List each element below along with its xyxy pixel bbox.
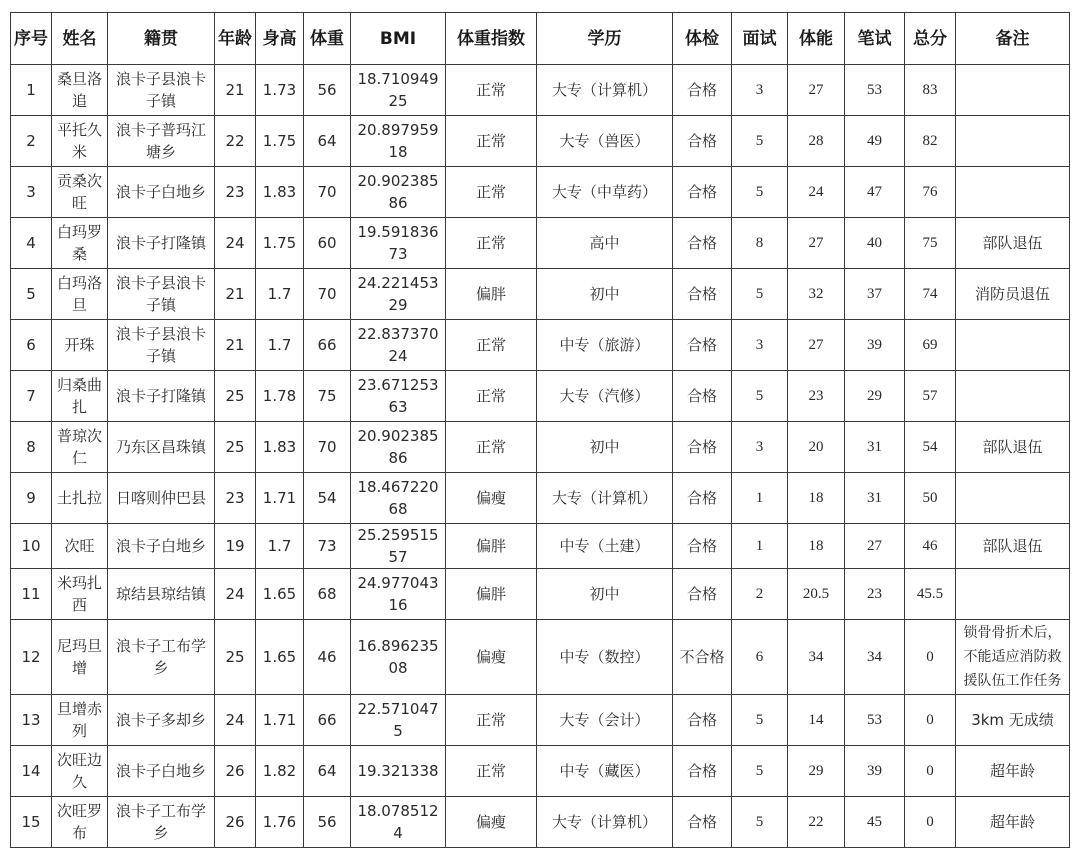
table-row <box>11 218 1070 269</box>
cell-total: 83 <box>905 65 956 116</box>
cell-origin: 浪卡子县浪卡子镇 <box>108 65 215 116</box>
cell-age: 21 <box>215 320 256 371</box>
cell-name: 旦增赤列 <box>52 695 108 746</box>
cell-total: 57 <box>905 371 956 422</box>
cell-origin: 浪卡子工布学乡 <box>108 797 215 848</box>
cell-interview: 5 <box>732 116 788 167</box>
cell-interview: 1 <box>732 473 788 524</box>
cell-bmi: 20.90238586 <box>351 167 446 218</box>
cell-origin: 浪卡子工布学乡 <box>108 620 215 695</box>
cell-weight-index: 正常 <box>446 422 537 473</box>
cell-age: 25 <box>215 422 256 473</box>
cell-name: 米玛扎西 <box>52 569 108 620</box>
cell-bmi: 24.22145329 <box>351 269 446 320</box>
cell-name: 桑旦洛追 <box>52 65 108 116</box>
header-fitness: 体能 <box>788 13 845 65</box>
cell-note <box>956 65 1070 116</box>
table-row <box>11 320 1070 371</box>
cell-education: 初中 <box>537 422 673 473</box>
cell-physical-exam: 合格 <box>673 320 732 371</box>
cell-height: 1.7 <box>256 524 304 569</box>
cell-height: 1.75 <box>256 218 304 269</box>
cell-interview: 3 <box>732 422 788 473</box>
table-row <box>11 371 1070 422</box>
cell-physical-exam: 合格 <box>673 116 732 167</box>
header-origin: 籍贯 <box>108 13 215 65</box>
cell-weight-index: 正常 <box>446 371 537 422</box>
cell-written: 53 <box>845 65 905 116</box>
cell-bmi: 25.25951557 <box>351 524 446 569</box>
cell-written: 31 <box>845 473 905 524</box>
table-body <box>11 65 1070 848</box>
cell-total: 50 <box>905 473 956 524</box>
cell-physical-exam: 合格 <box>673 167 732 218</box>
cell-total: 0 <box>905 746 956 797</box>
table-row <box>11 797 1070 848</box>
cell-written: 37 <box>845 269 905 320</box>
cell-origin: 浪卡子白地乡 <box>108 746 215 797</box>
cell-weight-index: 偏胖 <box>446 524 537 569</box>
cell-fitness: 28 <box>788 116 845 167</box>
cell-origin: 琼结县琼结镇 <box>108 569 215 620</box>
cell-interview: 5 <box>732 797 788 848</box>
cell-total: 69 <box>905 320 956 371</box>
cell-fitness: 27 <box>788 320 845 371</box>
cell-bmi: 19.59183673 <box>351 218 446 269</box>
header-height: 身高 <box>256 13 304 65</box>
header-education: 学历 <box>537 13 673 65</box>
cell-bmi: 18.46722068 <box>351 473 446 524</box>
table-row <box>11 524 1070 569</box>
cell-note <box>956 167 1070 218</box>
cell-written: 39 <box>845 320 905 371</box>
cell-seq: 8 <box>11 422 52 473</box>
cell-written: 29 <box>845 371 905 422</box>
cell-education: 中专（藏医） <box>537 746 673 797</box>
cell-weight: 60 <box>304 218 351 269</box>
cell-physical-exam: 合格 <box>673 371 732 422</box>
table-row <box>11 473 1070 524</box>
cell-education: 大专（计算机） <box>537 65 673 116</box>
cell-note: 锁骨骨折术后，不能适应消防救援队伍工作任务 <box>956 620 1070 695</box>
cell-fitness: 14 <box>788 695 845 746</box>
header-note: 备注 <box>956 13 1070 65</box>
cell-note <box>956 371 1070 422</box>
cell-education: 大专（会计） <box>537 695 673 746</box>
cell-seq: 13 <box>11 695 52 746</box>
cell-origin: 浪卡子县浪卡子镇 <box>108 320 215 371</box>
cell-fitness: 34 <box>788 620 845 695</box>
cell-fitness: 32 <box>788 269 845 320</box>
cell-fitness: 27 <box>788 65 845 116</box>
cell-bmi: 19.321338 <box>351 746 446 797</box>
cell-total: 74 <box>905 269 956 320</box>
cell-weight-index: 偏瘦 <box>446 620 537 695</box>
header-total: 总分 <box>905 13 956 65</box>
cell-seq: 11 <box>11 569 52 620</box>
table-row <box>11 695 1070 746</box>
cell-seq: 1 <box>11 65 52 116</box>
cell-education: 中专（旅游） <box>537 320 673 371</box>
cell-physical-exam: 不合格 <box>673 620 732 695</box>
cell-height: 1.71 <box>256 473 304 524</box>
cell-written: 40 <box>845 218 905 269</box>
cell-height: 1.76 <box>256 797 304 848</box>
cell-age: 23 <box>215 473 256 524</box>
cell-origin: 浪卡子打隆镇 <box>108 218 215 269</box>
cell-weight: 75 <box>304 371 351 422</box>
cell-seq: 4 <box>11 218 52 269</box>
cell-name: 次旺罗布 <box>52 797 108 848</box>
cell-weight: 46 <box>304 620 351 695</box>
header-name: 姓名 <box>52 13 108 65</box>
cell-weight: 54 <box>304 473 351 524</box>
cell-seq: 9 <box>11 473 52 524</box>
cell-total: 0 <box>905 620 956 695</box>
cell-note: 超年龄 <box>956 797 1070 848</box>
cell-fitness: 23 <box>788 371 845 422</box>
cell-written: 53 <box>845 695 905 746</box>
cell-weight-index: 正常 <box>446 320 537 371</box>
candidate-results-table <box>10 12 1070 848</box>
cell-height: 1.75 <box>256 116 304 167</box>
cell-weight: 70 <box>304 167 351 218</box>
cell-weight-index: 偏瘦 <box>446 797 537 848</box>
cell-written: 49 <box>845 116 905 167</box>
cell-height: 1.82 <box>256 746 304 797</box>
cell-age: 22 <box>215 116 256 167</box>
table-row <box>11 116 1070 167</box>
cell-total: 82 <box>905 116 956 167</box>
cell-physical-exam: 合格 <box>673 797 732 848</box>
cell-fitness: 22 <box>788 797 845 848</box>
cell-note: 部队退伍 <box>956 422 1070 473</box>
cell-weight-index: 偏胖 <box>446 269 537 320</box>
cell-height: 1.83 <box>256 422 304 473</box>
cell-name: 次旺 <box>52 524 108 569</box>
cell-physical-exam: 合格 <box>673 524 732 569</box>
cell-seq: 7 <box>11 371 52 422</box>
table-row <box>11 422 1070 473</box>
cell-height: 1.7 <box>256 269 304 320</box>
cell-weight-index: 偏瘦 <box>446 473 537 524</box>
cell-total: 76 <box>905 167 956 218</box>
cell-note <box>956 320 1070 371</box>
cell-education: 大专（兽医） <box>537 116 673 167</box>
cell-bmi: 16.89623508 <box>351 620 446 695</box>
cell-seq: 12 <box>11 620 52 695</box>
cell-fitness: 29 <box>788 746 845 797</box>
cell-note: 部队退伍 <box>956 524 1070 569</box>
cell-origin: 浪卡子白地乡 <box>108 167 215 218</box>
cell-weight-index: 正常 <box>446 167 537 218</box>
cell-interview: 3 <box>732 65 788 116</box>
header-row <box>11 13 1070 65</box>
cell-interview: 1 <box>732 524 788 569</box>
header-written: 笔试 <box>845 13 905 65</box>
cell-age: 24 <box>215 218 256 269</box>
cell-physical-exam: 合格 <box>673 422 732 473</box>
cell-written: 45 <box>845 797 905 848</box>
cell-physical-exam: 合格 <box>673 695 732 746</box>
cell-written: 23 <box>845 569 905 620</box>
cell-seq: 14 <box>11 746 52 797</box>
cell-physical-exam: 合格 <box>673 473 732 524</box>
cell-interview: 3 <box>732 320 788 371</box>
cell-name: 土扎拉 <box>52 473 108 524</box>
cell-height: 1.65 <box>256 620 304 695</box>
table-row <box>11 167 1070 218</box>
results-sheet <box>10 12 1069 842</box>
cell-height: 1.73 <box>256 65 304 116</box>
cell-weight: 56 <box>304 65 351 116</box>
cell-written: 34 <box>845 620 905 695</box>
cell-age: 25 <box>215 620 256 695</box>
cell-total: 54 <box>905 422 956 473</box>
cell-fitness: 27 <box>788 218 845 269</box>
cell-interview: 5 <box>732 695 788 746</box>
cell-bmi: 24.97704316 <box>351 569 446 620</box>
cell-physical-exam: 合格 <box>673 746 732 797</box>
cell-education: 中专（土建） <box>537 524 673 569</box>
cell-note: 超年龄 <box>956 746 1070 797</box>
cell-physical-exam: 合格 <box>673 218 732 269</box>
cell-weight: 56 <box>304 797 351 848</box>
cell-fitness: 20.5 <box>788 569 845 620</box>
cell-physical-exam: 合格 <box>673 569 732 620</box>
cell-name: 普琼次仁 <box>52 422 108 473</box>
cell-weight: 70 <box>304 269 351 320</box>
cell-age: 26 <box>215 746 256 797</box>
cell-written: 47 <box>845 167 905 218</box>
cell-bmi: 22.5710475 <box>351 695 446 746</box>
cell-written: 27 <box>845 524 905 569</box>
cell-note <box>956 473 1070 524</box>
cell-weight: 68 <box>304 569 351 620</box>
cell-origin: 浪卡子多却乡 <box>108 695 215 746</box>
cell-name: 白玛洛旦 <box>52 269 108 320</box>
cell-note: 3km 无成绩 <box>956 695 1070 746</box>
cell-bmi: 18.0785124 <box>351 797 446 848</box>
cell-total: 0 <box>905 695 956 746</box>
cell-education: 大专（计算机） <box>537 473 673 524</box>
cell-seq: 6 <box>11 320 52 371</box>
cell-name: 次旺边久 <box>52 746 108 797</box>
cell-written: 31 <box>845 422 905 473</box>
cell-seq: 15 <box>11 797 52 848</box>
cell-education: 大专（中草药） <box>537 167 673 218</box>
cell-education: 大专（汽修） <box>537 371 673 422</box>
header-interview: 面试 <box>732 13 788 65</box>
cell-origin: 浪卡子白地乡 <box>108 524 215 569</box>
cell-fitness: 24 <box>788 167 845 218</box>
cell-height: 1.71 <box>256 695 304 746</box>
cell-weight: 64 <box>304 116 351 167</box>
cell-height: 1.65 <box>256 569 304 620</box>
cell-physical-exam: 合格 <box>673 269 732 320</box>
cell-weight: 66 <box>304 695 351 746</box>
cell-age: 19 <box>215 524 256 569</box>
cell-bmi: 22.83737024 <box>351 320 446 371</box>
cell-age: 24 <box>215 569 256 620</box>
header-weight: 体重 <box>304 13 351 65</box>
cell-note <box>956 116 1070 167</box>
cell-name: 开珠 <box>52 320 108 371</box>
cell-weight-index: 正常 <box>446 695 537 746</box>
cell-origin: 浪卡子打隆镇 <box>108 371 215 422</box>
cell-weight-index: 正常 <box>446 116 537 167</box>
cell-interview: 2 <box>732 569 788 620</box>
cell-origin: 日喀则仲巴县 <box>108 473 215 524</box>
header-age: 年龄 <box>215 13 256 65</box>
cell-weight: 70 <box>304 422 351 473</box>
table-row <box>11 569 1070 620</box>
cell-name: 白玛罗桑 <box>52 218 108 269</box>
cell-name: 尼玛旦增 <box>52 620 108 695</box>
header-seq: 序号 <box>11 13 52 65</box>
cell-weight-index: 正常 <box>446 218 537 269</box>
cell-seq: 2 <box>11 116 52 167</box>
cell-education: 初中 <box>537 569 673 620</box>
cell-fitness: 20 <box>788 422 845 473</box>
cell-weight: 73 <box>304 524 351 569</box>
cell-education: 高中 <box>537 218 673 269</box>
cell-name: 归桑曲扎 <box>52 371 108 422</box>
cell-weight-index: 正常 <box>446 65 537 116</box>
cell-name: 平托久米 <box>52 116 108 167</box>
cell-note: 部队退伍 <box>956 218 1070 269</box>
header-bmi: BMI <box>351 13 446 65</box>
cell-age: 23 <box>215 167 256 218</box>
cell-origin: 浪卡子普玛江塘乡 <box>108 116 215 167</box>
cell-total: 0 <box>905 797 956 848</box>
cell-total: 75 <box>905 218 956 269</box>
cell-name: 贡桑次旺 <box>52 167 108 218</box>
cell-physical-exam: 合格 <box>673 65 732 116</box>
table-row <box>11 65 1070 116</box>
cell-written: 39 <box>845 746 905 797</box>
cell-height: 1.83 <box>256 167 304 218</box>
cell-total: 45.5 <box>905 569 956 620</box>
cell-weight: 64 <box>304 746 351 797</box>
cell-origin: 乃东区昌珠镇 <box>108 422 215 473</box>
header-physical-exam: 体检 <box>673 13 732 65</box>
header-weight-index: 体重指数 <box>446 13 537 65</box>
cell-origin: 浪卡子县浪卡子镇 <box>108 269 215 320</box>
cell-bmi: 23.67125363 <box>351 371 446 422</box>
cell-fitness: 18 <box>788 473 845 524</box>
cell-education: 初中 <box>537 269 673 320</box>
cell-bmi: 20.90238586 <box>351 422 446 473</box>
cell-bmi: 20.89795918 <box>351 116 446 167</box>
cell-age: 25 <box>215 371 256 422</box>
table-row <box>11 620 1070 695</box>
cell-total: 46 <box>905 524 956 569</box>
table-row <box>11 269 1070 320</box>
cell-age: 21 <box>215 65 256 116</box>
cell-age: 26 <box>215 797 256 848</box>
cell-note <box>956 569 1070 620</box>
cell-note: 消防员退伍 <box>956 269 1070 320</box>
cell-interview: 5 <box>732 371 788 422</box>
cell-height: 1.7 <box>256 320 304 371</box>
cell-interview: 6 <box>732 620 788 695</box>
cell-interview: 5 <box>732 269 788 320</box>
cell-weight-index: 正常 <box>446 746 537 797</box>
cell-weight: 66 <box>304 320 351 371</box>
cell-age: 24 <box>215 695 256 746</box>
cell-seq: 3 <box>11 167 52 218</box>
cell-seq: 5 <box>11 269 52 320</box>
cell-interview: 5 <box>732 167 788 218</box>
cell-seq: 10 <box>11 524 52 569</box>
table-row <box>11 746 1070 797</box>
cell-age: 21 <box>215 269 256 320</box>
cell-education: 大专（计算机） <box>537 797 673 848</box>
cell-education: 中专（数控） <box>537 620 673 695</box>
cell-height: 1.78 <box>256 371 304 422</box>
cell-bmi: 18.71094925 <box>351 65 446 116</box>
cell-interview: 8 <box>732 218 788 269</box>
cell-interview: 5 <box>732 746 788 797</box>
cell-fitness: 18 <box>788 524 845 569</box>
cell-weight-index: 偏胖 <box>446 569 537 620</box>
